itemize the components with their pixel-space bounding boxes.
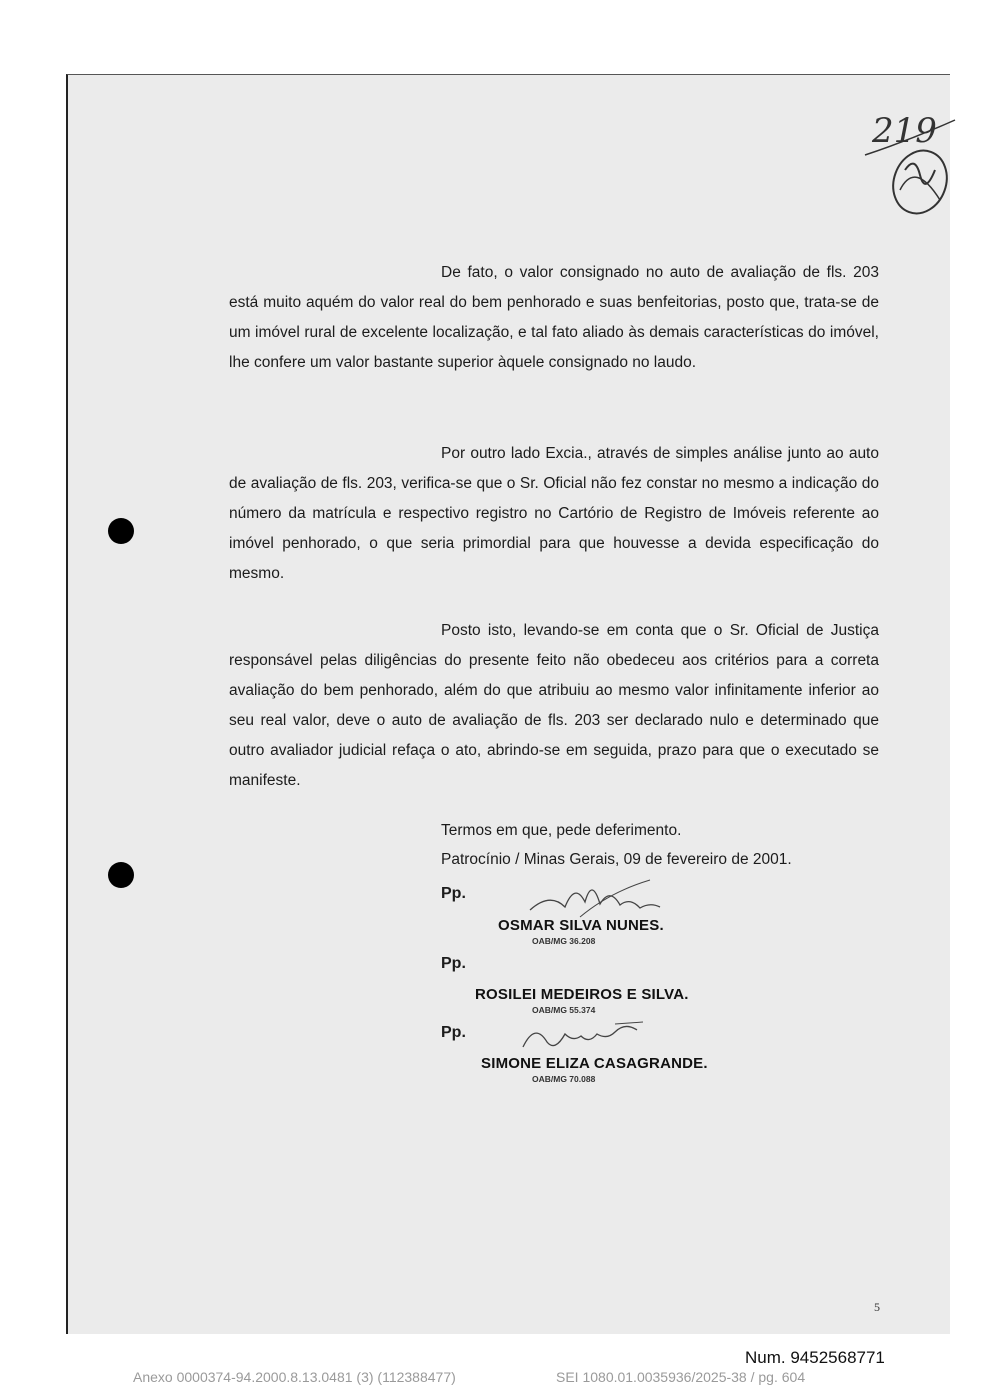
closing-line-1: Termos em que, pede deferimento. (441, 822, 682, 839)
pp-label-3: Pp. (441, 1024, 466, 1041)
footer-annex-reference: Anexo 0000374-94.2000.8.13.0481 (3) (112388477) (133, 1369, 456, 1385)
handwritten-folio-mark (860, 100, 960, 220)
punch-hole-bottom (108, 862, 134, 888)
page-number: 5 (874, 1300, 880, 1314)
handwritten-folio-number: 219 (872, 111, 937, 151)
pp-label-1: Pp. (441, 885, 466, 902)
pp-label-2: Pp. (441, 955, 466, 972)
signatory-name-1: OSMAR SILVA NUNES. (498, 917, 664, 934)
paragraph-2 (229, 439, 879, 589)
paragraph-1 (229, 258, 879, 378)
closing-line-2: Patrocínio / Minas Gerais, 09 de fevereiro de 2001. (441, 851, 792, 868)
paragraph-1-text: De fato, o valor consignado no auto de avaliação de fls. 203 está muito aquém do valor real do bem penhorado e suas benfeitorias, posto que, trata-se de um imóvel rural de excelente localização, e tal fato aliado às demais características do imóvel, lhe confere um valor bastante superior àquele consignado no laudo. (229, 264, 879, 371)
signature-osmar (520, 872, 670, 922)
punch-hole-top (108, 518, 134, 544)
signatory-oab-1: OAB/MG 36.208 (532, 936, 596, 946)
signature-simone (515, 1012, 655, 1057)
signatory-oab-3: OAB/MG 70.088 (532, 1074, 596, 1084)
signatory-name-3: SIMONE ELIZA CASAGRANDE. (481, 1055, 708, 1072)
footer-sei-reference: SEI 1080.01.0035936/2025-38 / pg. 604 (556, 1369, 806, 1385)
paragraph-3-text: Posto isto, levando-se em conta que o Sr. Oficial de Justiça responsável pelas diligências do presente feito não obedeceu aos critérios para a correta avaliação do bem penhorado, além do que atribuiu ao mesmo valor infinitamente inferior ao seu real valor, deve o auto de avaliação de fls. 203 ser declarado nulo e determinado que outro avaliador judicial refaça o ato, abrindo-se em seguida, prazo para que o executado se manifeste. (229, 622, 879, 789)
document-number-stamp: Num. 9452568771 (745, 1348, 885, 1367)
signatory-oab-2: OAB/MG 55.374 (532, 1005, 596, 1015)
paragraph-2-text: Por outro lado Excia., através de simples análise junto ao auto de avaliação de fls. 203, verifica-se que o Sr. Oficial não fez constar no mesmo a indicação do número da matrícula e respectivo registro no Cartório de Registro de Imóveis referente ao imóvel penhorado, o que seria primordial para que houvesse a devida especificação do mesmo. (229, 445, 879, 582)
paragraph-3 (229, 616, 879, 796)
signatory-name-2: ROSILEI MEDEIROS E SILVA. (475, 986, 689, 1003)
